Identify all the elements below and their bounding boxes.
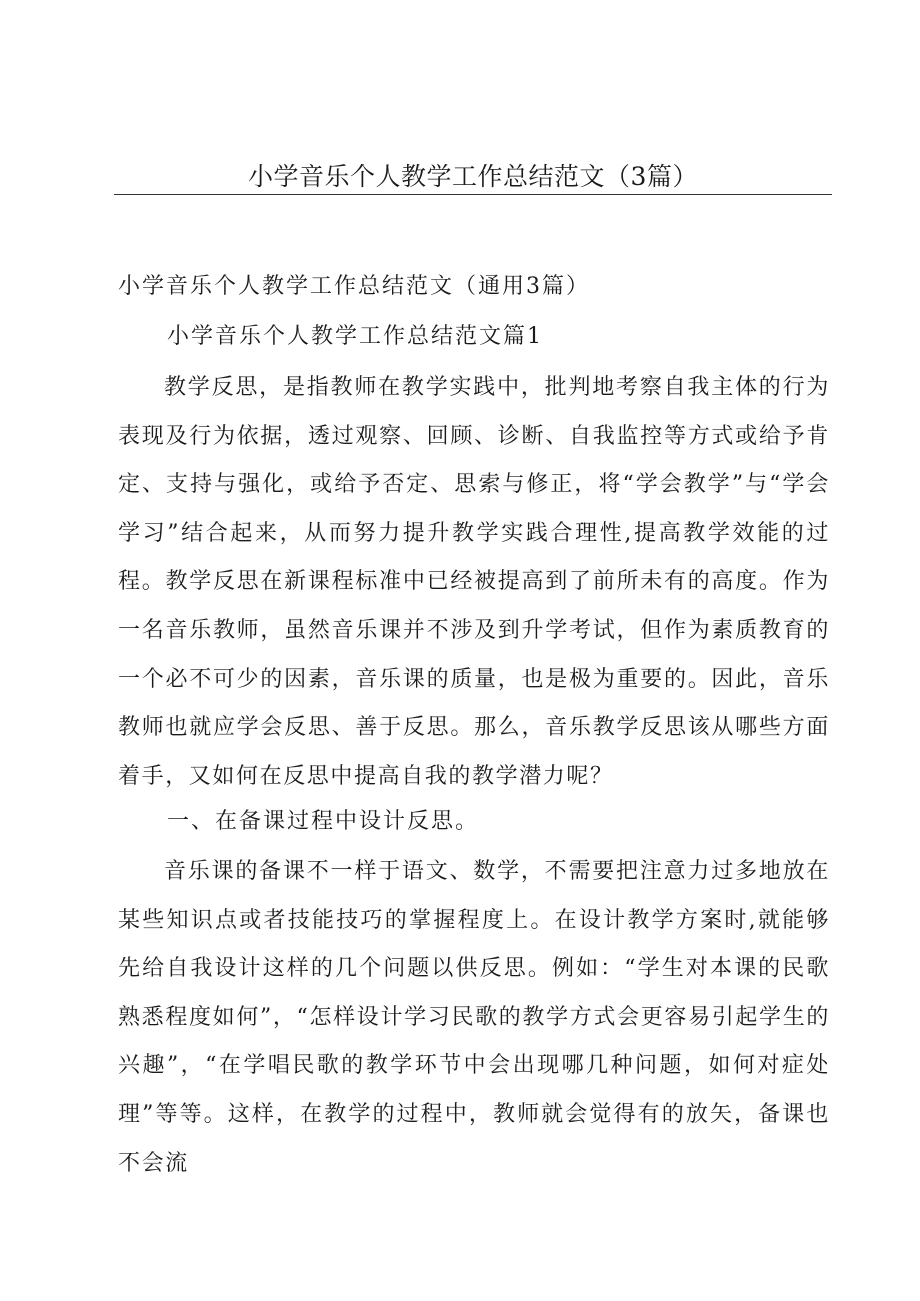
paragraph-intro: 教学反思，是指教师在教学实践中，批判地考察自我主体的行为表现及行为依据，透过观察、回顾、诊断、自我监控等方式或给予肯定、支持与强化，或给予否定、思索与修正，将“学会教学”与“学会学习”结合起来，从而努力提升教学实践合理性,提高教学效能的过程。教学反思在新课程标准中已经被提高到了前所未有的高度。作为一名音乐教师，虽然音乐课并不涉及到升学考试，但作为素质教育的一个必不可少的因素，音乐课的质量，也是极为重要的。因此，音乐教师也就应学会反思、善于反思。那么，音乐教学反思该从哪些方面着手，又如何在反思中提高自我的教学潜力呢？	[118, 375, 830, 789]
paragraph-section-1: 音乐课的备课不一样于语文、数学，不需要把注意力过多地放在某些知识点或者技能技巧的掌握程度上。在设计教学方案时,就能够先给自我设计这样的几个问题以供反思。例如：“学生对本课的民歌熟悉程度如何”，“怎样设计学习民歌的教学方式会更容易引起学生的兴趣”，“在学唱民歌的教学环节中会出现哪几种问题，如何对症处理”等等。这样，在教学的过程中，教师就会觉得有的放矢，备课也不会流	[118, 859, 830, 1176]
document-title: 小学音乐个人教学工作总结范文（3篇）	[248, 162, 698, 191]
title-underline	[114, 194, 832, 195]
document-subtitle: 小学音乐个人教学工作总结范文（通用3篇）	[118, 274, 590, 299]
article-heading: 小学音乐个人教学工作总结范文篇1	[167, 324, 543, 349]
section-heading-1: 一、在备课过程中设计反思。	[167, 809, 480, 834]
